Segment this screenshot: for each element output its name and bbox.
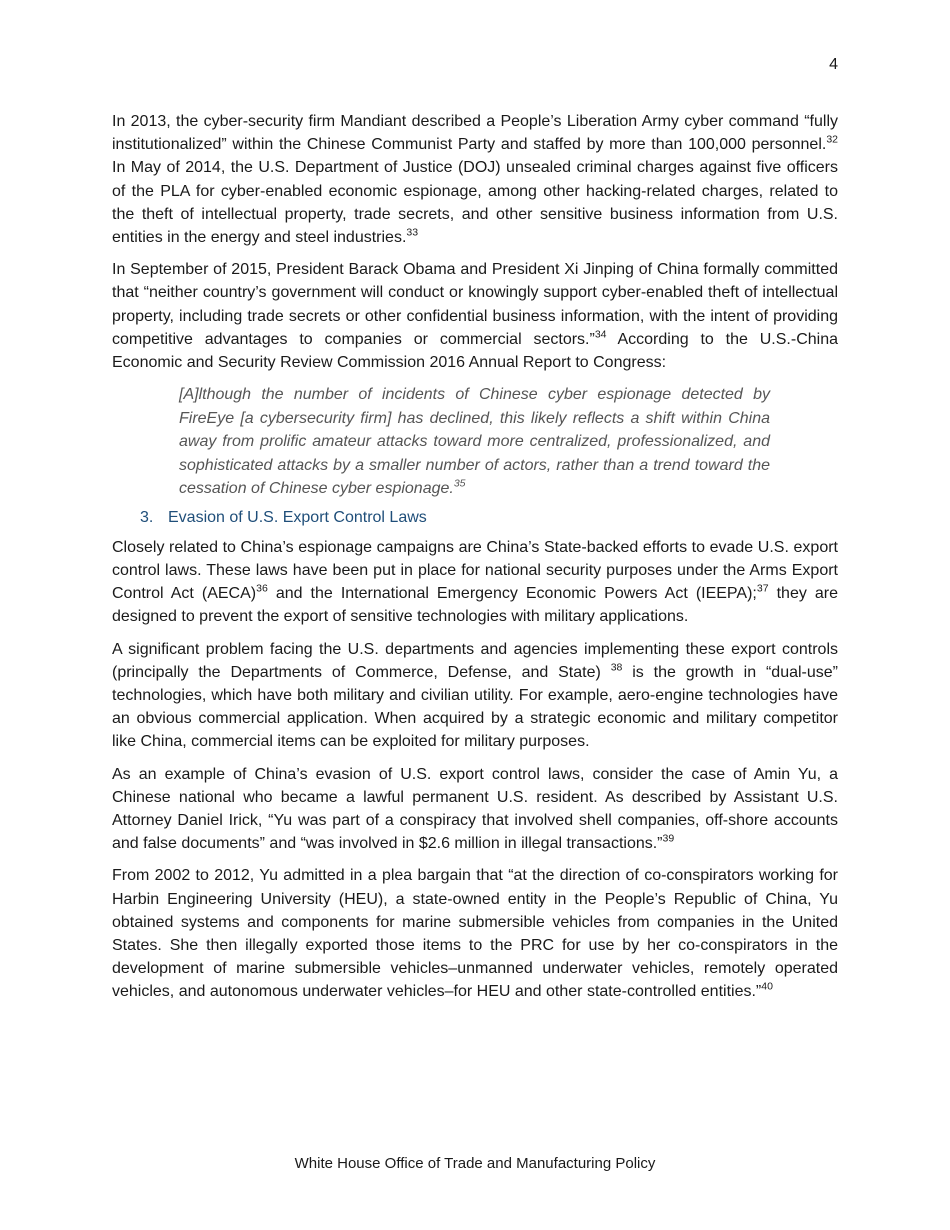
paragraph-text: In September of 2015, President Barack Obama and President Xi Jinping of China formally committed that “neither country’s government will conduct or knowingly support cyber-enabled theft of intellectual property, including trade secrets or other confidential business information, with the intent of providing competitive advantages to companies or commercial sectors.” bbox=[112, 261, 838, 348]
paragraph-text: In 2013, the cyber-security firm Mandiant described a People’s Liberation Army cyber command “fully institutionalized” within the Chinese Communist Party and staffed by more than 100,000 personnel. bbox=[112, 113, 838, 154]
footnote-ref-35[interactable]: 35 bbox=[453, 477, 466, 490]
footnote-ref-37[interactable]: 37 bbox=[756, 582, 769, 595]
section-number: 3. bbox=[140, 508, 154, 526]
paragraph-text: Closely related to China’s espionage campaigns are China’s State-backed efforts to evade U.S. export control laws. These laws have been put in place for national security purposes under the Arms Export Control Act (AECA) bbox=[112, 538, 838, 603]
paragraph-text: and the International Emergency Economic Powers Act (IEEPA); bbox=[267, 585, 757, 603]
paragraph-text: is the growth in “dual-use” technologies, which have both military and civilian utility. For example, aero-engine technologies have an obvious commercial application. When acquired by a strategic economic and military competitor like China, commercial items can be exploited for military purposes. bbox=[112, 663, 839, 751]
page-number: 4 bbox=[829, 56, 838, 73]
section-heading bbox=[140, 507, 838, 529]
paragraph-text: As an example of China’s evasion of U.S. export control laws, consider the case of Amin Yu, a Chinese national who became a lawful permanent U.S. resident. As described by Assistant U.S. Attorney Daniel Irick, “Yu was part of a conspiracy that involved shell companies, off-shore accounts and false documents” and “was involved in $2.6 million in illegal transactions.” bbox=[112, 765, 838, 853]
paragraph-text: From 2002 to 2012, Yu admitted in a plea bargain that “at the direction of co-conspirators working for Harbin Engineering University (HEU), a state-owned entity in the People’s Republic of China, Yu obtained systems and components for marine submersible vehicles from companies in the United States. She then illegally exported those items to the PRC for use by her co-conspirators in the development of marine submersible vehicles–unmanned underwater vehicles, remotely operated vehicles, and autonomous underwater vehicles–for HEU and other state-controlled entities.” bbox=[112, 867, 838, 1001]
footnote-ref-34[interactable]: 34 bbox=[594, 328, 607, 341]
paragraph-text: According to the U.S.-China Economic and Security Review Commission 2016 Annual Report to Congress: bbox=[112, 330, 839, 372]
footnote-ref-40[interactable]: 40 bbox=[761, 981, 773, 994]
footnote-ref-38[interactable]: 38 bbox=[610, 661, 623, 674]
paragraph-plea-bargain bbox=[112, 864, 838, 1003]
paragraph-dual-use bbox=[112, 638, 838, 754]
paragraph-mandiant bbox=[112, 110, 838, 249]
footnote-ref-39[interactable]: 39 bbox=[662, 832, 675, 845]
paragraph-amin-yu bbox=[112, 763, 838, 856]
section-title: Evasion of U.S. Export Control Laws bbox=[168, 508, 427, 526]
footnote-ref-32[interactable]: 32 bbox=[826, 133, 838, 146]
paragraph-text: A significant problem facing the U.S. departments and agencies implementing these export controls (principally the Departments of Commerce, Defense, and State) bbox=[112, 640, 838, 681]
page-footer: White House Office of Trade and Manufacturing Policy bbox=[294, 1155, 656, 1172]
footnote-ref-36[interactable]: 36 bbox=[256, 582, 268, 595]
paragraph-obama-xi bbox=[112, 258, 838, 374]
document-body bbox=[112, 110, 838, 1013]
paragraph-text: they are designed to prevent the export of sensitive technologies with military applications. bbox=[112, 585, 838, 626]
block-quote bbox=[179, 383, 770, 501]
quote-text: [A]lthough the number of incidents of Chinese cyber espionage detected by FireEye [a cybersecurity firm] has declined, this likely reflects a shift within China away from prolific amateur attacks toward more centralized, professionalized, and sophisticated attacks by a smaller number of actors, rather than a trend toward the cessation of Chinese cyber espionage. bbox=[179, 386, 770, 498]
paragraph-export-laws bbox=[112, 536, 838, 629]
paragraph-text: In May of 2014, the U.S. Department of Justice (DOJ) unsealed criminal charges against five officers of the PLA for cyber-enabled economic espionage, among other hacking-related charges, related to the theft of intellectual property, trade secrets, and other sensitive business information from U.S. entities in the energy and steel industries. bbox=[112, 159, 838, 247]
footnote-ref-33[interactable]: 33 bbox=[406, 226, 419, 239]
